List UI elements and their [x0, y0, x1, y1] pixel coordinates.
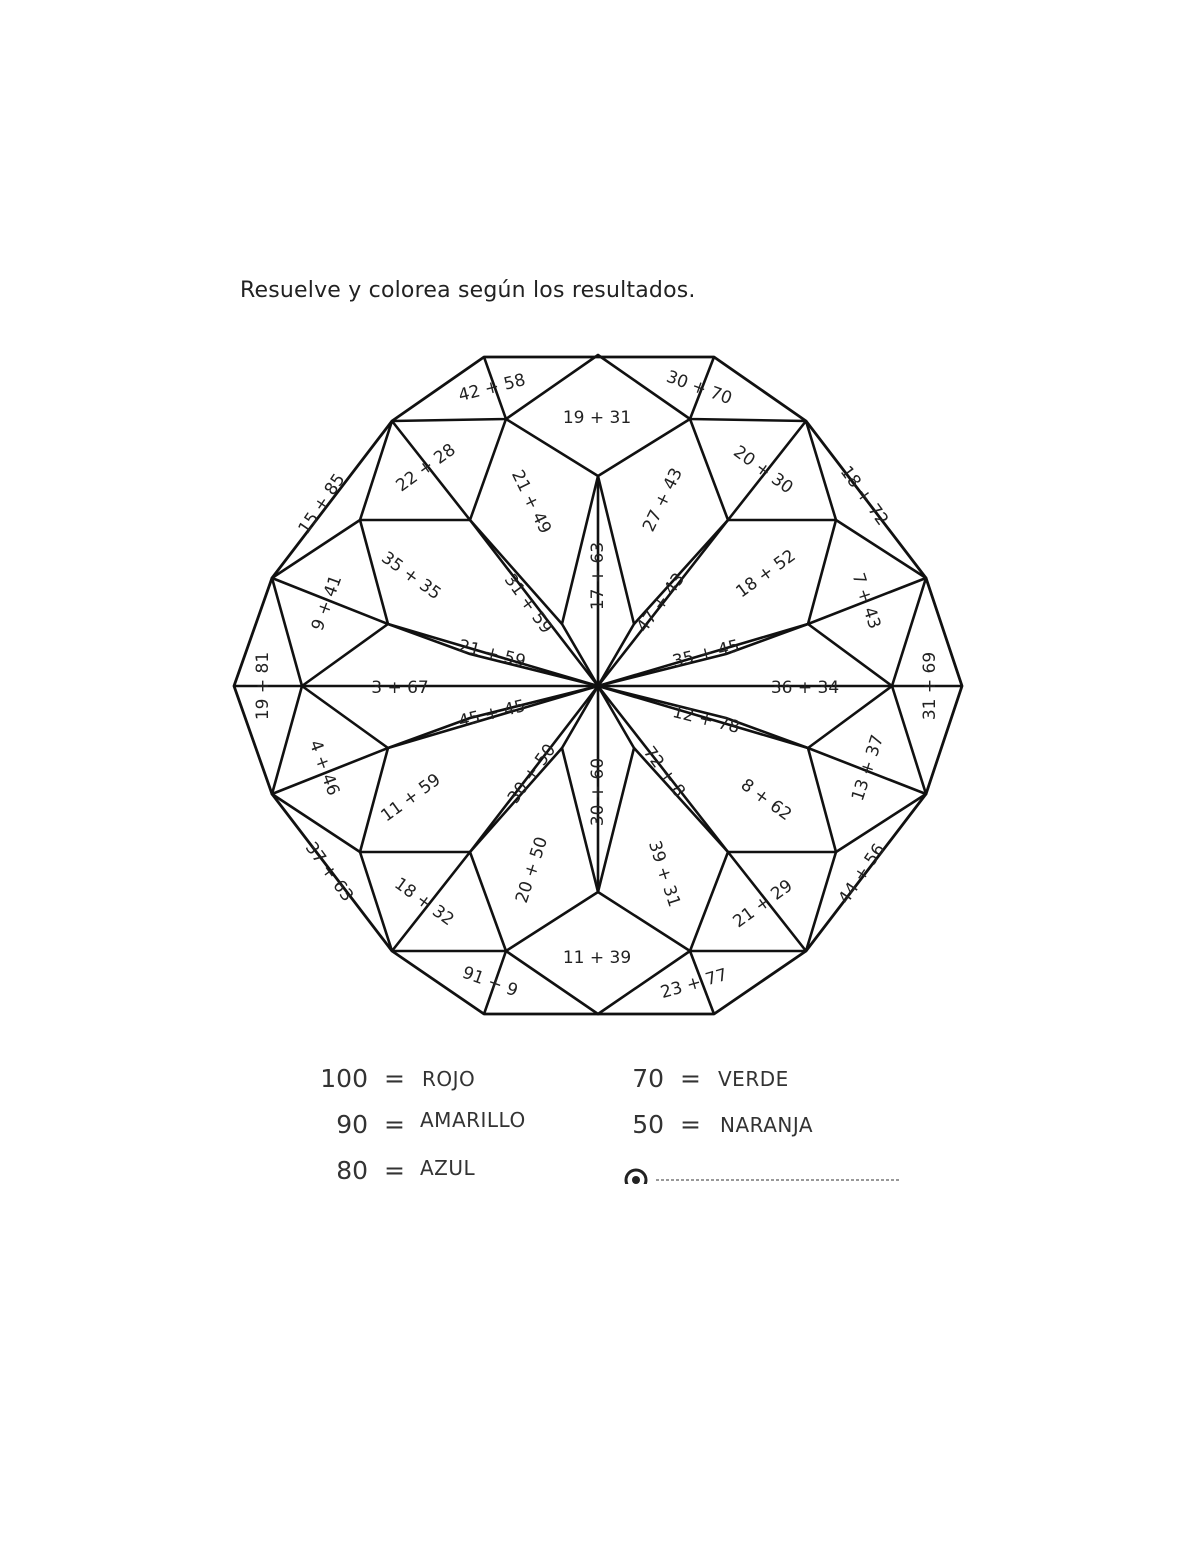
- cell-star-e: 36 + 34: [770, 678, 840, 698]
- cell-lower-right-rhomb: 21 + 29: [729, 875, 797, 933]
- cell-thin-sse: 72 + 8: [639, 742, 689, 802]
- cell-thin-s: 30 + 60: [588, 757, 608, 827]
- cell-inner-sw: 11 + 59: [377, 769, 445, 827]
- cell-left-upper-rhomb: 9 + 41: [307, 572, 347, 634]
- cell-thin-ene: 35 + 45: [670, 636, 742, 672]
- cell-inner-ne: 18 + 52: [732, 545, 800, 603]
- cell-thin-nnw: 31 + 59: [499, 570, 557, 638]
- cell-upper-right-rhomb: 20 + 30: [729, 441, 797, 499]
- cell-thin-ese: 12 + 78: [670, 702, 742, 738]
- cell-right-lower-rhomb: 13 + 37: [847, 732, 889, 804]
- cell-left-outer: 19 + 81: [253, 651, 273, 721]
- cell-star-nnw: 21 + 49: [507, 466, 555, 538]
- cell-star-nne: 27 + 43: [639, 464, 687, 536]
- cell-inner-se: 8 + 62: [736, 775, 796, 825]
- legend-equals: =: [384, 1110, 405, 1139]
- cell-right-upper-rhomb: 7 + 43: [847, 570, 885, 632]
- cell-lower-left-rhomb: 18 + 32: [390, 873, 458, 931]
- cell-lower-right-outer: 44 + 56: [834, 840, 890, 908]
- copyright-logo-icon: [622, 1168, 902, 1184]
- cell-upper-left-outer: 15 + 85: [294, 470, 350, 538]
- cell-star-sse: 39 + 31: [643, 838, 685, 910]
- cell-star-ssw: 20 + 50: [511, 834, 553, 906]
- legend-equals: =: [680, 1110, 701, 1139]
- cell-bottom-left-band: 91 + 9: [459, 962, 521, 1002]
- cell-left-lower-rhomb: 4 + 46: [304, 737, 344, 799]
- legend-equals: =: [680, 1064, 701, 1093]
- cell-bottom-center: 11 + 39: [562, 948, 632, 968]
- cell-upper-left-rhomb: 22 + 28: [392, 439, 460, 497]
- cell-thin-ssw: 30 + 50: [503, 740, 561, 808]
- cell-inner-nw: 35 + 35: [377, 547, 445, 605]
- cell-bottom-right-band: 23 + 77: [658, 964, 730, 1004]
- cell-upper-right-outer: 18 + 72: [835, 462, 893, 530]
- legend-value: 50: [632, 1110, 664, 1139]
- legend-value: 90: [336, 1110, 368, 1139]
- legend-equals: =: [384, 1064, 405, 1093]
- cell-star-w: 3 + 67: [371, 678, 429, 698]
- cell-right-outer: 31 + 69: [920, 651, 940, 721]
- legend-value: 100: [320, 1064, 368, 1093]
- legend-value: 80: [336, 1156, 368, 1185]
- cell-top-left-band: 42 + 58: [456, 370, 528, 406]
- legend-color-name: ROJO: [422, 1067, 476, 1091]
- legend-value: 70: [632, 1064, 664, 1093]
- legend-color-name: VERDE: [718, 1067, 789, 1091]
- cell-thin-wnw: 21 + 59: [456, 636, 528, 672]
- cell-thin-n: 17 + 63: [588, 541, 608, 611]
- legend-color-name: AZUL: [420, 1156, 476, 1180]
- worksheet-title: Resuelve y colorea según los resultados.: [240, 278, 696, 303]
- cell-thin-nne: 47 + 43: [632, 569, 690, 637]
- cell-thin-wsw: 45 + 45: [456, 696, 528, 732]
- legend-color-name: AMARILLO: [420, 1108, 526, 1132]
- cell-lower-left-outer: 37 + 63: [300, 838, 358, 906]
- cell-top-right-band: 30 + 70: [663, 366, 735, 410]
- legend-color-name: NARANJA: [720, 1113, 814, 1137]
- cell-top-center: 19 + 31: [562, 408, 632, 428]
- legend-equals: =: [384, 1156, 405, 1185]
